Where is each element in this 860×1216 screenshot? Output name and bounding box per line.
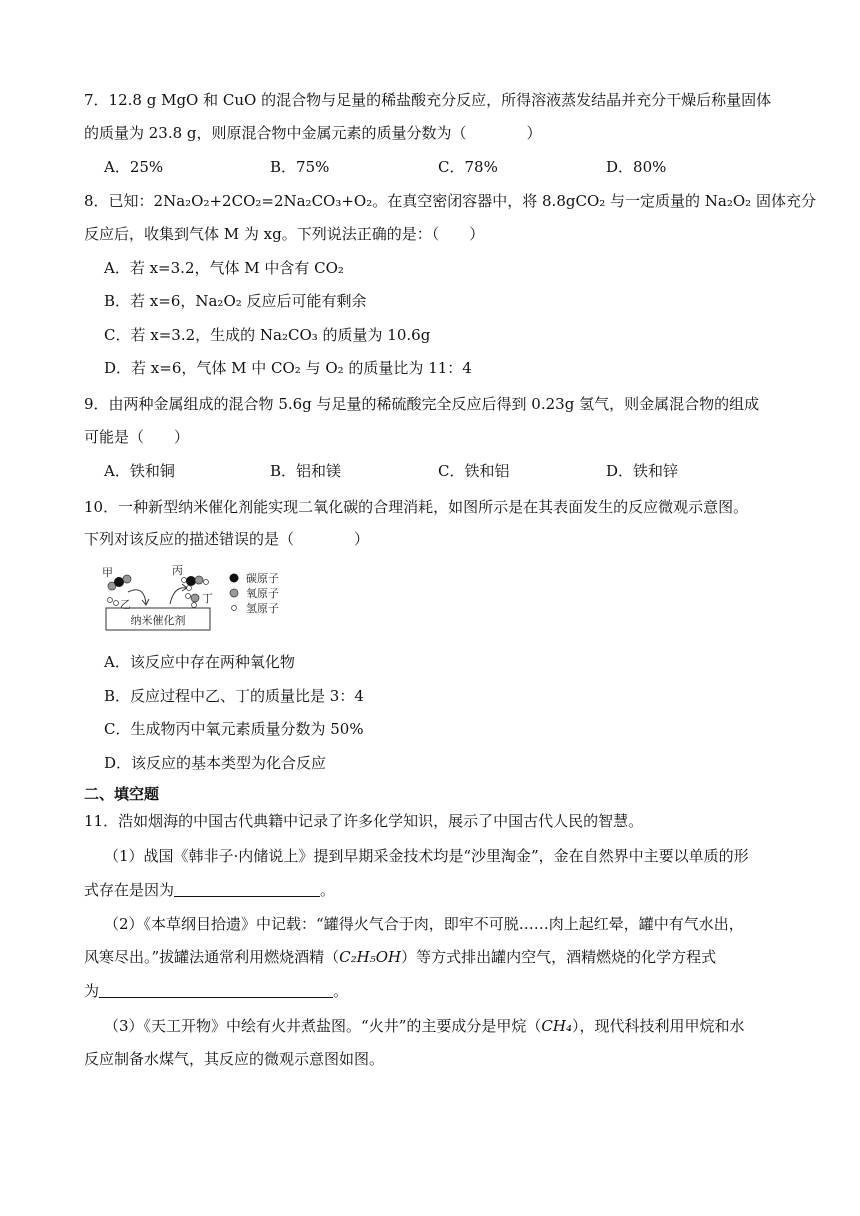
q8-option-d: D．若 x=6，气体 M 中 CO₂ 与 O₂ 的质量比为 11：4 (104, 359, 472, 377)
q10-option-c: C．生成物丙中氧元素质量分数为 50% (104, 720, 364, 738)
legend-carbon: 碳原子 (246, 572, 279, 585)
label-bing: 丙 (172, 564, 183, 577)
methane-formula: CH₄ (541, 1017, 572, 1035)
q7-option-c: C．78% (438, 158, 498, 176)
atom-o (191, 594, 199, 602)
q7-line1: 7．12.8 g MgO 和 CuO 的混合物与足量的稀盐酸充分反应，所得溶液蒸发结晶并充分干燥后称量固体 (84, 91, 772, 109)
q11-part2-line3 (84, 981, 348, 1001)
q9-option-a: A．铁和铜 (104, 462, 175, 480)
legend-oxygen: 氧原子 (246, 587, 279, 600)
q11-part2-line1: （2）《本草纲目拾遗》中记载：“罐得火气合于肉，即牢不可脱……肉上起红晕，罐中有气水出， (104, 915, 744, 933)
q11-part1-text: 式存在是因为 (84, 881, 175, 899)
q8-option-c: C．若 x=3.2，生成的 Na₂CO₃ 的质量为 10.6g (104, 326, 431, 344)
q8-line1: 8．已知：2Na₂O₂+2CO₂=2Na₂CO₃+O₂。在真空密闭容器中，将 8.8gCO₂ 与一定质量的 Na₂O₂ 固体充分 (84, 192, 816, 210)
atom-h (108, 598, 113, 603)
section-title: 二、填空题 (84, 785, 160, 803)
q11-part2-end: 。 (333, 982, 349, 1000)
atom-o (123, 575, 131, 583)
q11-part2-text-c: 为 (84, 982, 100, 1000)
q9-option-d: D．铁和锌 (606, 462, 679, 480)
reaction-diagram (100, 562, 300, 634)
legend-hydrogen-icon (232, 606, 237, 611)
q11-part1-end: 。 (320, 881, 336, 899)
catalyst-label: 纳米催化剂 (130, 614, 186, 627)
q11-part3-line1 (104, 1016, 744, 1036)
q9-option-b: B．铝和镁 (270, 462, 342, 480)
answer-blank-1[interactable] (174, 880, 320, 897)
q7-line2: 的质量为 23.8 g，则原混合物中金属元素的质量分数为（ ） (84, 124, 542, 142)
q11-part1-line2 (84, 880, 335, 900)
q10-option-a: A．该反应中存在两种氧化物 (104, 653, 295, 671)
q7-option-d: D．80% (606, 158, 667, 176)
q11-part2-text-b: ）等方式排出罐内空气，酒精燃烧的化学方程式 (401, 948, 717, 966)
atom-h (204, 580, 209, 585)
q10-option-d: D．该反应的基本类型为化合反应 (104, 754, 327, 772)
q11-part1-line1: （1）战国《韩非子·内储说上》提到早期采金技术均是“沙里淘金”，金在自然界中主要以单质的形 (104, 847, 749, 865)
atom-o (195, 576, 203, 584)
q11-part3-text-b: ），现代科技利用甲烷和水 (571, 1017, 745, 1035)
q10-line2: 下列对该反应的描述错误的是（ ） (84, 530, 370, 548)
ethanol-formula: C₂H₅OH (339, 948, 402, 966)
atom-h (114, 601, 119, 606)
atom-c (114, 577, 124, 587)
q10-option-b: B．反应过程中乙、丁的质量比是 3：4 (104, 687, 364, 705)
q9-line2: 可能是（ ） (84, 428, 190, 446)
legend-hydrogen: 氢原子 (246, 602, 279, 615)
q11-line1: 11．浩如烟海的中国古代典籍中记录了许多化学知识，展示了中国古代人民的智慧。 (84, 812, 644, 830)
q11-part3-text-a: （3）《天工开物》中绘有火井煮盐图。“火井”的主要成分是甲烷（ (104, 1017, 542, 1035)
label-jia: 甲 (102, 566, 113, 579)
atom-h (192, 603, 197, 608)
q7-option-b: B．75% (270, 158, 330, 176)
q9-option-c: C．铁和铝 (438, 462, 510, 480)
atom-h (187, 586, 192, 591)
q9-options (104, 461, 804, 481)
q7-option-a: A．25% (104, 158, 164, 176)
atom-c (186, 576, 196, 586)
legend-carbon-icon (230, 574, 239, 583)
q10-line1: 10．一种新型纳米催化剂能实现二氧化碳的合理消耗，如图所示是在其表面发生的反应微观示意图。 (84, 498, 749, 516)
label-ding: 丁 (202, 592, 213, 605)
legend-oxygen-icon (230, 589, 238, 597)
q9-line1: 9．由两种金属组成的混合物 5.6g 与足量的稀硫酸完全反应后得到 0.23g 氢气，则金属混合物的组成 (84, 395, 760, 413)
answer-blank-2[interactable] (99, 981, 333, 998)
label-yi: 乙 (120, 598, 131, 611)
atom-h (182, 578, 187, 583)
q11-part3-line2: 反应制备水煤气，其反应的微观示意图如图。 (84, 1050, 385, 1068)
q8-line2: 反应后，收集到气体 M 为 xg。下列说法正确的是：（ ） (84, 225, 485, 243)
reaction-diagram-svg (100, 562, 300, 634)
q8-option-a: A．若 x=3.2，气体 M 中含有 CO₂ (104, 259, 344, 277)
q8-option-b: B．若 x=6，Na₂O₂ 反应后可能有剩余 (104, 292, 367, 310)
q7-options (104, 157, 804, 177)
atom-h (186, 594, 191, 599)
q11-part2-line2 (84, 947, 716, 967)
q11-part2-text-a: 风寒尽出。”拔罐法通常利用燃烧酒精（ (84, 948, 340, 966)
